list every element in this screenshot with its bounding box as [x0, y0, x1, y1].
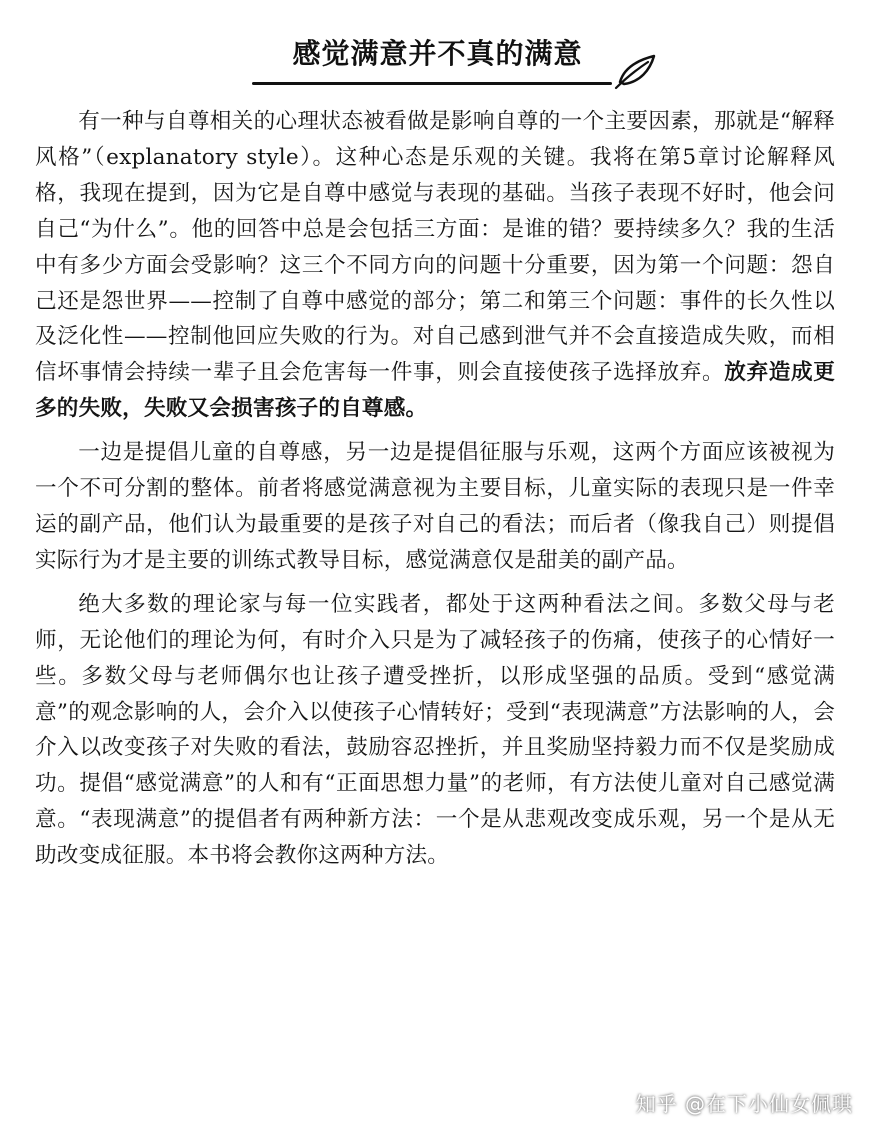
leaf-icon: [612, 48, 660, 90]
paragraph-1-text: 有一种与自尊相关的心理状态被看做是影响自尊的一个主要因素，那就是“解释风格”（explanatory style）。这种心态是乐观的关键。我将在第5章讨论解释风格，我现在提到，因为它是自尊中感觉与表现的基础。当孩子表现不好时，他会问自己“为什么”。他的回答中总是会包括三方面：是谁的错？要持续多久？我的生活中有多少方面会受影响？这三个不同方向的问题十分重要，因为第一个问题：怨自己还是怨世界——控制了自尊中感觉的部分；第二和第三个问题：事件的长久性以及泛化性——控制他回应失败的行为。对自己感到泄气并不会直接造成失败，而相信坏事情会持续一辈子且会危害每一件事，则会直接使孩子选择放弃。: [35, 109, 835, 386]
title-block: [0, 20, 875, 90]
paragraph-3-text: 绝大多数的理论家与每一位实践者，都处于这两种看法之间。多数父母与老师，无论他们的理论为何，有时介入只是为了减轻孩子的伤痛，使孩子的心情好一些。多数父母与老师偶尔也让孩子遭受挫折，以形成坚强的品质。受到“感觉满意”的观念影响的人，会介入以使孩子心情转好；受到“表现满意”方法影响的人，会介入以改变孩子对失败的看法，鼓励容忍挫折，并且奖励坚持毅力而不仅是奖励成功。提倡“感觉满意”的人和有“正面思想力量”的老师，有方法使儿童对自己感觉满意。“表现满意”的提倡者有两种新方法：一个是从悲观改变成乐观，另一个是从无助改变成征服。本书将会教你这两种方法。: [35, 591, 835, 869]
article-body: [35, 104, 835, 882]
paragraph-2: [35, 435, 835, 579]
paragraph-2-text: 一边是提倡儿童的自尊感，另一边是提倡征服与乐观，这两个方面应该被视为一个不可分割的整体。前者将感觉满意视为主要目标，儿童实际的表现只是一件幸运的副产品，他们认为最重要的是孩子对自己的看法；而后者（像我自己）则提倡实际行为才是主要的训练式教导目标，感觉满意仅是甜美的副产品。: [35, 440, 835, 573]
title-underline: [252, 82, 612, 85]
watermark: 知乎 @在下小仙女佩琪: [635, 1092, 853, 1116]
paragraph-1: [35, 104, 835, 427]
paragraph-1-bold: 放弃造成更多的失败，失败又会损害孩子的自尊感。: [35, 360, 835, 422]
paragraph-3: [35, 587, 835, 874]
page-title: 感觉满意并不真的满意: [292, 37, 583, 70]
